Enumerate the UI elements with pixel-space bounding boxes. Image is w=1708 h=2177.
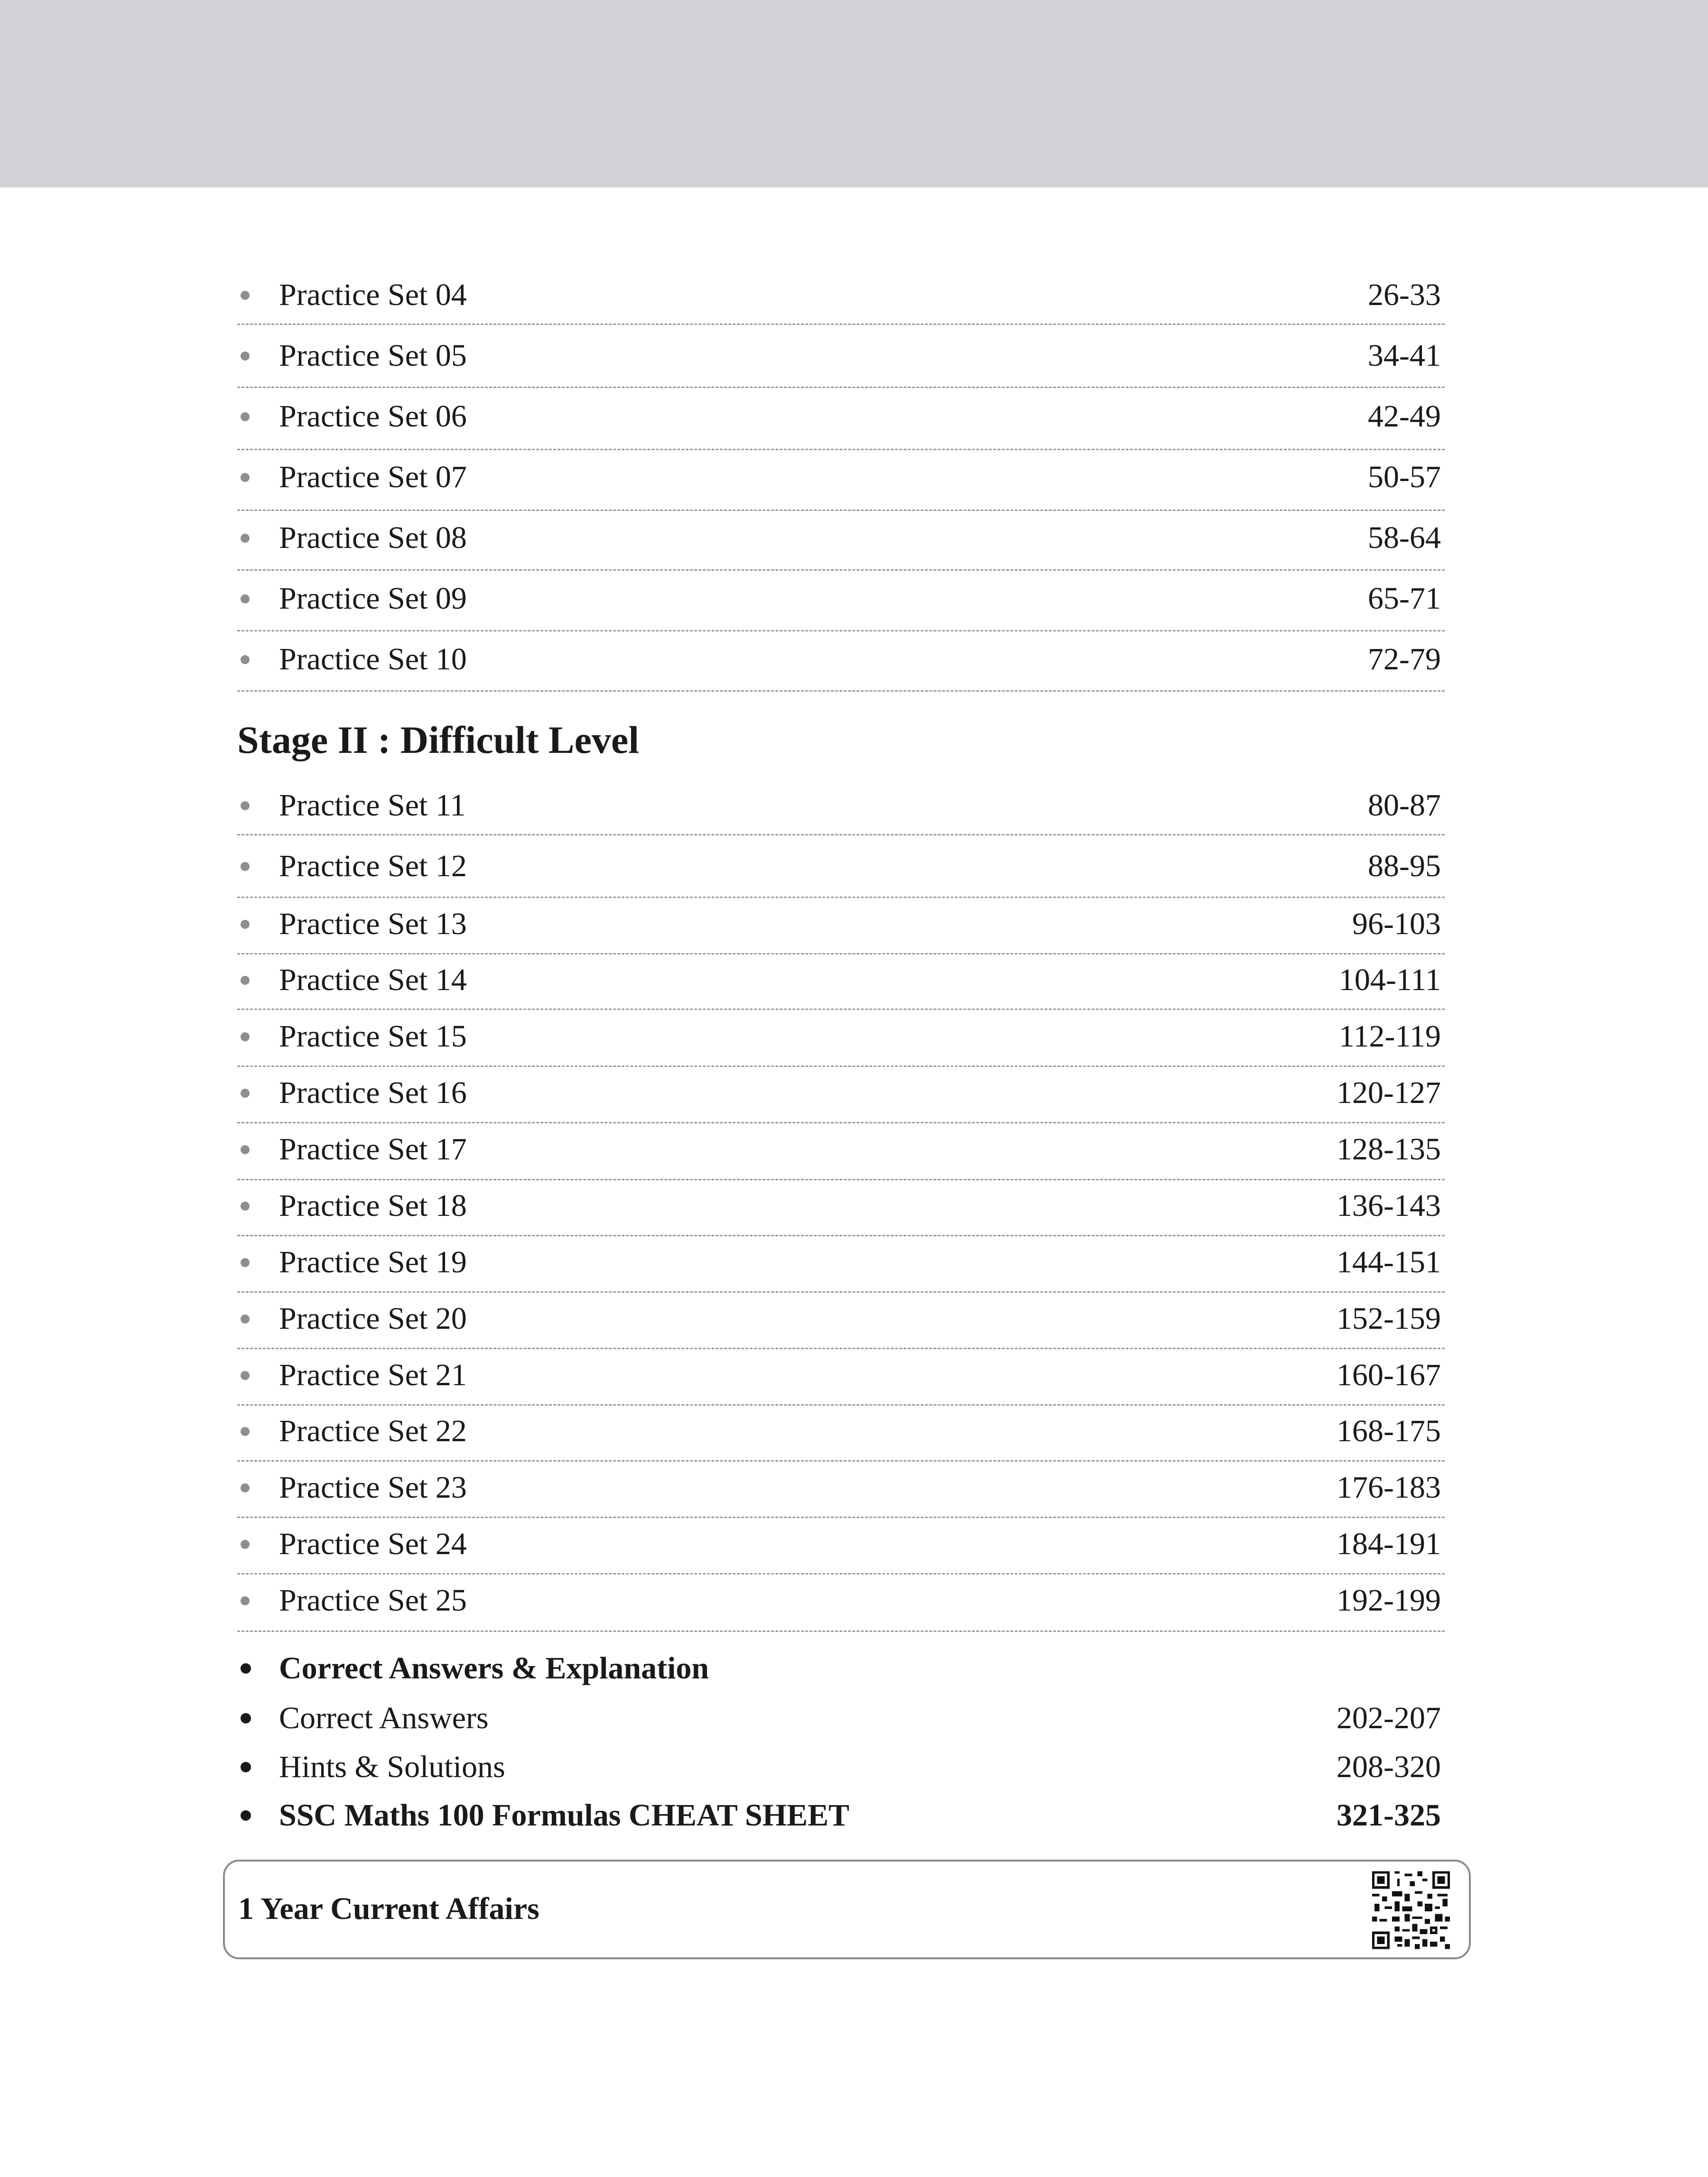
bullet-icon	[241, 920, 250, 929]
toc-entry-pages: 202-207	[1337, 1701, 1441, 1735]
bullet-icon	[241, 1762, 251, 1772]
bullet-icon	[241, 1427, 250, 1436]
toc-entry-label: Practice Set 22	[279, 1414, 467, 1448]
bullet-icon	[241, 1315, 250, 1324]
toc-entry-label: Practice Set 04	[279, 278, 467, 312]
toc-entry-practice-set-18[interactable]	[237, 1188, 1445, 1223]
current-affairs-title: 1 Year Current Affairs	[238, 1891, 539, 1926]
toc-entry-label: Practice Set 23	[279, 1470, 467, 1505]
divider	[237, 324, 1445, 325]
toc-entry-label: Practice Set 12	[279, 849, 467, 883]
toc-entry-label: Correct Answers	[279, 1701, 489, 1735]
divider	[237, 1404, 1445, 1406]
toc-entry-hints-solutions[interactable]	[237, 1750, 1445, 1784]
qr-code-icon[interactable]	[1368, 1869, 1454, 1952]
divider	[237, 1122, 1445, 1123]
toc-entry-answers-section[interactable]	[237, 1651, 1445, 1686]
bullet-icon	[241, 291, 250, 300]
bullet-icon	[241, 1032, 250, 1041]
toc-entry-label: Practice Set 24	[279, 1527, 467, 1561]
toc-entry-practice-set-09[interactable]	[237, 581, 1445, 616]
toc-entry-pages: 176-183	[1337, 1470, 1441, 1505]
divider	[237, 1179, 1445, 1180]
toc-entry-label: Practice Set 21	[279, 1358, 467, 1392]
toc-entry-label: Practice Set 06	[279, 399, 467, 434]
toc-entry-practice-set-21[interactable]	[237, 1358, 1445, 1392]
toc-entry-label: SSC Maths 100 Formulas CHEAT SHEET	[279, 1798, 850, 1833]
toc-entry-label: Practice Set 17	[279, 1132, 467, 1167]
toc-entry-practice-set-19[interactable]	[237, 1245, 1445, 1279]
toc-entry-practice-set-14[interactable]	[237, 963, 1445, 997]
bullet-icon	[241, 1713, 251, 1723]
bullet-icon	[241, 862, 250, 871]
divider	[237, 1460, 1445, 1462]
toc-entry-label: Practice Set 09	[279, 581, 467, 616]
toc-entry-pages: 136-143	[1337, 1188, 1441, 1223]
divider	[237, 1573, 1445, 1575]
bullet-icon	[241, 1089, 250, 1098]
toc-entry-label: Practice Set 16	[279, 1075, 467, 1110]
bullet-icon	[241, 1202, 250, 1211]
bullet-icon	[241, 1483, 250, 1492]
divider	[237, 387, 1445, 388]
divider	[237, 1235, 1445, 1236]
toc-entry-pages: 192-199	[1337, 1583, 1441, 1618]
bullet-icon	[241, 976, 250, 985]
toc-entry-label: Practice Set 10	[279, 642, 467, 676]
toc-entry-pages: 120-127	[1337, 1075, 1441, 1110]
toc-entry-pages: 152-159	[1337, 1301, 1441, 1336]
bullet-icon	[241, 412, 250, 421]
divider	[237, 1348, 1445, 1349]
toc-entry-pages: 104-111	[1338, 963, 1441, 997]
bullet-icon	[241, 655, 250, 664]
divider	[237, 1517, 1445, 1518]
current-affairs-box[interactable]	[223, 1860, 1471, 1959]
toc-entry-label: Practice Set 08	[279, 520, 467, 555]
toc-entry-pages: 58-64	[1368, 520, 1441, 555]
bullet-icon	[241, 1663, 251, 1674]
divider	[237, 1065, 1445, 1067]
toc-entry-label: Practice Set 05	[279, 338, 467, 373]
divider	[237, 449, 1445, 450]
toc-entry-practice-set-23[interactable]	[237, 1470, 1445, 1505]
toc-entry-pages: 34-41	[1368, 338, 1441, 373]
toc-entry-practice-set-20[interactable]	[237, 1301, 1445, 1336]
toc-entry-label: Practice Set 18	[279, 1188, 467, 1223]
bullet-icon	[241, 1145, 250, 1154]
header-band	[0, 0, 1708, 187]
bullet-icon	[241, 801, 250, 810]
toc-entry-label: Practice Set 25	[279, 1583, 467, 1618]
toc-entry-pages: 321-325	[1337, 1798, 1441, 1833]
toc-entry-pages: 208-320	[1337, 1750, 1441, 1784]
toc-entry-practice-set-04[interactable]	[237, 278, 1445, 312]
bullet-icon	[241, 594, 250, 603]
toc-entry-practice-set-05[interactable]	[237, 338, 1445, 373]
toc-entry-pages: 96-103	[1352, 907, 1441, 941]
toc-entry-practice-set-15[interactable]	[237, 1019, 1445, 1054]
toc-entry-pages: 26-33	[1368, 278, 1441, 312]
divider	[237, 1291, 1445, 1293]
toc-entry-pages: 184-191	[1337, 1527, 1441, 1561]
bullet-icon	[241, 352, 250, 361]
toc-entry-pages: 72-79	[1368, 642, 1441, 676]
toc-entry-label: Practice Set 19	[279, 1245, 467, 1279]
bullet-icon	[241, 534, 250, 543]
toc-entry-practice-set-16[interactable]	[237, 1075, 1445, 1110]
toc-entry-practice-set-13[interactable]	[237, 907, 1445, 941]
bullet-icon	[241, 1371, 250, 1380]
divider	[237, 510, 1445, 511]
divider	[237, 834, 1445, 835]
toc-entry-practice-set-08[interactable]	[237, 520, 1445, 555]
toc-entry-label: Practice Set 14	[279, 963, 467, 997]
section-heading-stage-2: Stage II : Difficult Level	[237, 718, 640, 761]
toc-entry-pages: 88-95	[1368, 849, 1441, 883]
toc-entry-pages: 128-135	[1337, 1132, 1441, 1167]
bullet-icon	[241, 1810, 251, 1821]
toc-entry-pages: 42-49	[1368, 399, 1441, 434]
toc-entry-practice-set-17[interactable]	[237, 1132, 1445, 1167]
toc-entry-practice-set-12[interactable]	[237, 849, 1445, 883]
toc-entry-label: Practice Set 15	[279, 1019, 467, 1054]
toc-entry-pages: 144-151	[1337, 1245, 1441, 1279]
toc-entry-label: Practice Set 13	[279, 907, 467, 941]
toc-entry-practice-set-11[interactable]	[237, 788, 1445, 823]
toc-entry-label: Practice Set 11	[279, 788, 466, 823]
toc-entry-cheat-sheet[interactable]	[237, 1798, 1445, 1833]
toc-entry-label: Hints & Solutions	[279, 1750, 505, 1784]
divider	[237, 1630, 1445, 1632]
toc-entry-pages: 65-71	[1368, 581, 1441, 616]
bullet-icon	[241, 473, 250, 482]
toc-entry-pages: 160-167	[1337, 1358, 1441, 1392]
bullet-icon	[241, 1596, 250, 1605]
divider	[237, 897, 1445, 898]
bullet-icon	[241, 1258, 250, 1267]
toc-entry-label: Practice Set 20	[279, 1301, 467, 1336]
divider	[237, 953, 1445, 954]
divider	[237, 1009, 1445, 1010]
toc-entry-correct-answers[interactable]	[237, 1701, 1445, 1735]
divider	[237, 630, 1445, 631]
toc-entry-label: Correct Answers & Explanation	[279, 1651, 709, 1686]
toc-entry-practice-set-07[interactable]	[237, 460, 1445, 494]
toc-entry-pages: 80-87	[1368, 788, 1441, 823]
toc-entry-practice-set-24[interactable]	[237, 1527, 1445, 1561]
toc-entry-pages: 50-57	[1368, 460, 1441, 494]
divider	[237, 690, 1445, 692]
divider	[237, 569, 1445, 571]
toc-entry-pages: 112-119	[1338, 1019, 1441, 1054]
toc-entry-pages: 168-175	[1337, 1414, 1441, 1448]
bullet-icon	[241, 1540, 250, 1549]
toc-entry-practice-set-06[interactable]	[237, 399, 1445, 434]
toc-entry-practice-set-22[interactable]	[237, 1414, 1445, 1448]
toc-entry-practice-set-10[interactable]	[237, 642, 1445, 676]
toc-entry-label: Practice Set 07	[279, 460, 467, 494]
toc-entry-practice-set-25[interactable]	[237, 1583, 1445, 1618]
